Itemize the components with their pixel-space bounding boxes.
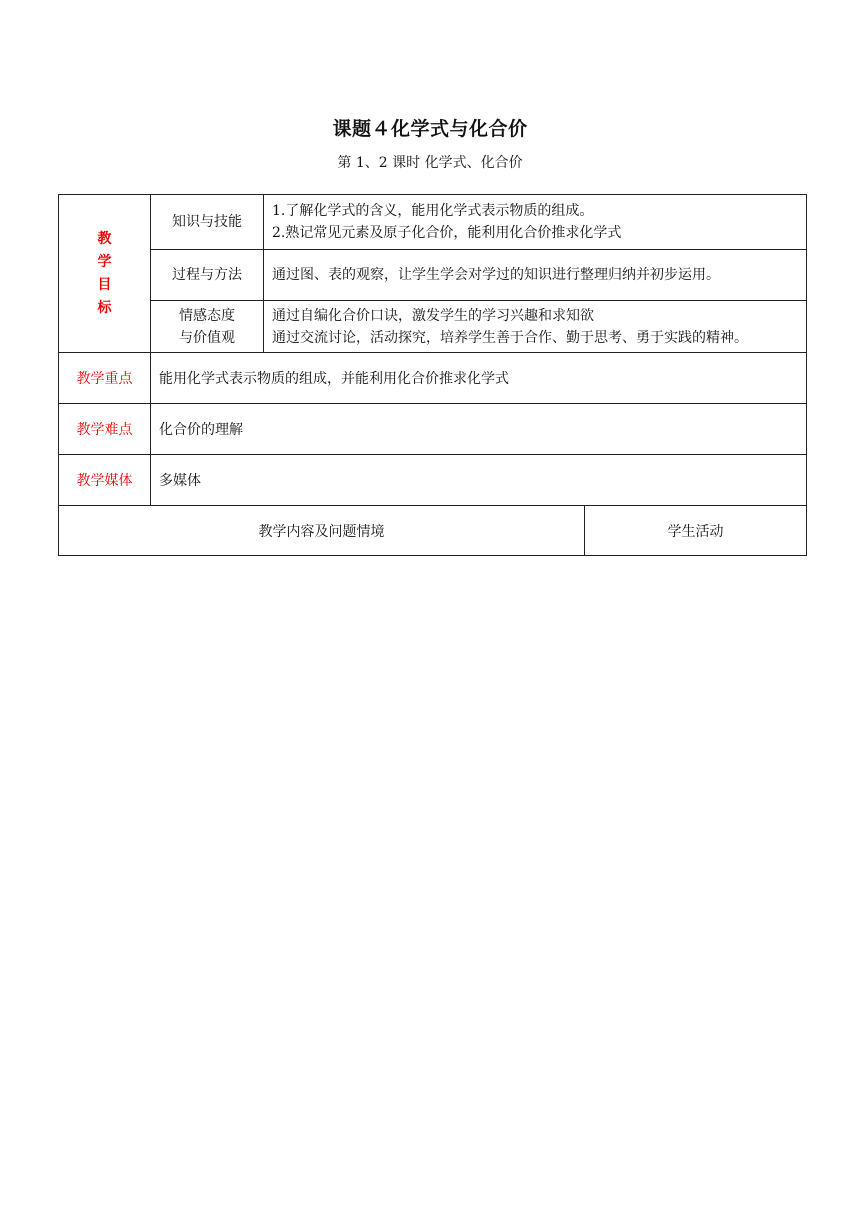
key-point-label: 教学重点	[59, 353, 151, 404]
content-line: 通过自编化合价口诀，激发学生的学习兴趣和求知欲	[272, 307, 594, 324]
content-line: 2.熟记常见元素及原子化合价，能利用化合价推求化学式	[272, 225, 622, 241]
objective-row-process	[59, 250, 807, 301]
objective-label-knowledge: 知识与技能	[151, 195, 264, 250]
page-title: 课题４化学式与化合价	[332, 118, 528, 140]
key-point-content: 能用化学式表示物质的组成，并能利用化合价推求化学式	[151, 353, 807, 404]
page-subtitle: 第 1、2 课时 化学式、化合价	[337, 155, 523, 171]
content-line: 1.了解化学式的含义，能用化学式表示物质的组成。	[272, 203, 594, 219]
difficulty-label: 教学难点	[59, 404, 151, 455]
objective-label-attitude: 情感态度 与价值观	[151, 301, 264, 353]
objective-content-attitude	[264, 301, 807, 353]
activity-header: 学生活动	[585, 506, 807, 556]
objectives-label-char: 教	[97, 230, 112, 247]
difficulty-row	[59, 404, 807, 455]
content-line: 通过图、表的观察，让学生学会对学过的知识进行整理归纳并初步运用。	[272, 267, 720, 283]
objective-content-knowledge	[264, 195, 807, 250]
key-point-row	[59, 353, 807, 404]
objective-content-process	[264, 250, 807, 301]
objective-label-process: 过程与方法	[151, 250, 264, 301]
media-row	[59, 455, 807, 506]
objectives-label-char: 目	[97, 276, 112, 293]
media-content: 多媒体	[151, 455, 807, 506]
lesson-plan-table	[58, 194, 807, 556]
objective-row-attitude	[59, 301, 807, 353]
media-label: 教学媒体	[59, 455, 151, 506]
objectives-label	[59, 195, 151, 353]
content-header-row	[59, 506, 807, 556]
content-header: 教学内容及问题情境	[59, 506, 585, 556]
objectives-label-char: 学	[97, 253, 112, 270]
difficulty-content: 化合价的理解	[151, 404, 807, 455]
objective-row-knowledge	[59, 195, 807, 250]
content-line: 通过交流讨论，活动探究，培养学生善于合作、勤于思考、勇于实践的精神。	[272, 329, 748, 346]
objectives-label-char: 标	[97, 299, 112, 316]
